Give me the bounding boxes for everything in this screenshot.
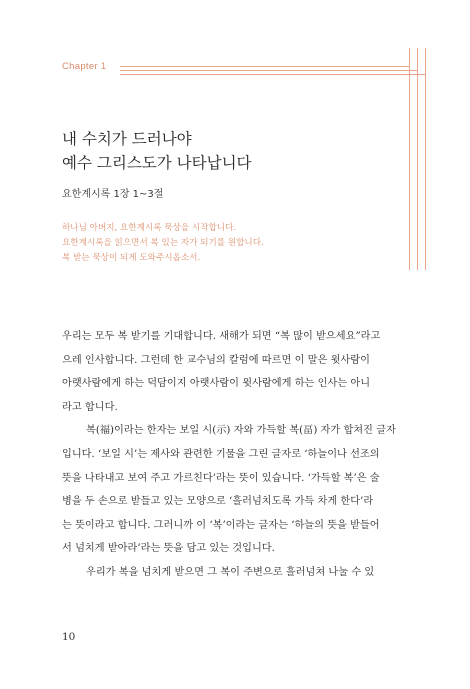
chapter-title-line-2: 예수 그리스도가 나타납니다: [62, 154, 252, 172]
chapter-label: Chapter 1: [62, 61, 107, 72]
body-line: 으레 인사합니다. 그런데 한 교수님의 칼럼에 따르면 이 말은 윗사람이: [62, 354, 370, 366]
body-line: 는 뜻이라고 합니다. 그러니까 이 ‘복’이라는 글자는 ‘하늘의 뜻을 받들어: [62, 519, 380, 531]
decorative-line-v1: [409, 48, 410, 270]
chapter-title: [62, 127, 252, 175]
decorative-line-v3: [425, 48, 426, 270]
body-line: 라고 합니다.: [62, 401, 118, 413]
body-line: 복(福)이라는 한자는 보일 시(示) 자와 가득할 복(畐) 자가 합쳐진 글자: [86, 425, 396, 437]
body-line: 입니다. ‘보일 시’는 제사와 관련한 기물을 그린 글자로 ‘하늘이나 선조의: [62, 448, 380, 460]
chapter-title-line-1: 내 수치가 드러나야: [62, 130, 192, 148]
decorative-line-h3: [120, 74, 426, 75]
body-line: 아랫사람에게 하는 덕담이지 아랫사람이 윗사람에게 하는 인사는 아니: [62, 378, 371, 390]
prayer-line: 복 받는 묵상이 되게 도와주시옵소서.: [62, 253, 201, 263]
body-line: 뜻을 나타내고 보여 주고 가르친다’라는 뜻이 있습니다. ‘가득할 복’은 술: [62, 472, 380, 484]
opening-prayer: [62, 221, 264, 266]
decorative-line-h1: [120, 66, 410, 67]
body-line: 서 넘치게 받아라’라는 뜻을 담고 있는 것입니다.: [62, 543, 275, 555]
body-line: 우리가 복을 넘치게 받으면 그 복이 주변으로 흘러넘쳐 나눌 수 있: [86, 566, 375, 578]
body-text: [62, 325, 414, 585]
prayer-line: 요한계시록을 읽으면서 복 있는 자가 되기를 원합니다.: [62, 238, 264, 248]
scripture-reference: 요한계시록 1장 1~3절: [62, 189, 164, 200]
decorative-line-h2: [120, 70, 418, 71]
body-line: 병을 두 손으로 받들고 있는 모양으로 ‘흘러넘치도록 가득 차게 한다’라: [62, 496, 374, 508]
page-number: 10: [62, 631, 76, 643]
prayer-line: 하나님 아버지, 요한계시록 묵상을 시작합니다.: [62, 223, 237, 233]
body-line: 우리는 모두 복 받기를 기대합니다. 새해가 되면 “복 많이 받으세요”라고: [62, 331, 381, 342]
decorative-line-v2: [417, 48, 418, 270]
